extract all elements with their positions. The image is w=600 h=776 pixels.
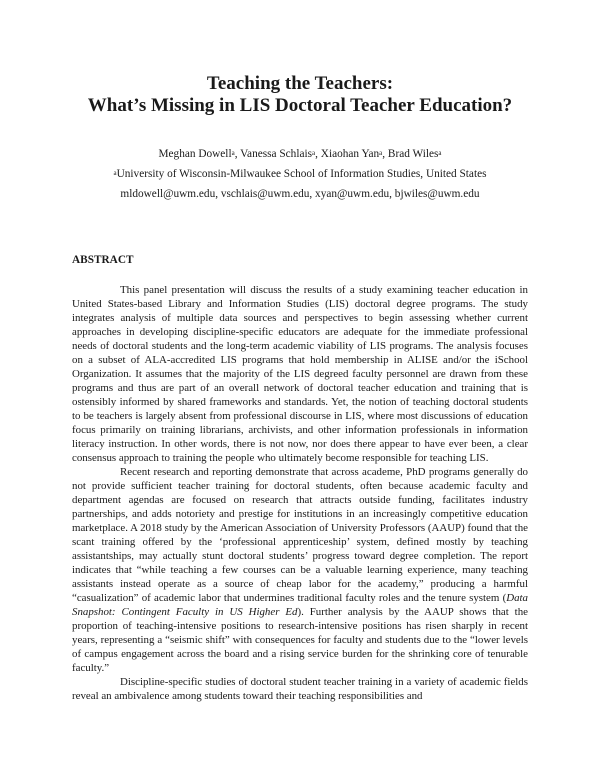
author-list — [0, 147, 600, 161]
citation-title: Data Snapshot: Contingent Faculty in US Higher Ed — [72, 592, 528, 618]
affiliation-mark: a — [231, 149, 235, 157]
title-line-1: Teaching the Teachers: — [206, 73, 394, 94]
separator: , — [315, 148, 321, 160]
separator: , — [382, 148, 388, 160]
author-name: Xiaohan Yan — [320, 148, 380, 160]
affiliation-mark: a — [312, 149, 316, 157]
author — [388, 148, 442, 160]
affiliation-mark: a — [379, 149, 383, 157]
author — [158, 148, 240, 160]
author — [321, 148, 388, 160]
affiliation-mark: a — [113, 169, 117, 177]
author-name: Brad Wiles — [387, 148, 439, 160]
affiliation — [0, 167, 600, 181]
abstract-heading: ABSTRACT — [72, 254, 134, 266]
paragraph-text: Recent research and reporting demonstrate that across academe, PhD programs generally do not provide sufficient teacher training for doctoral students, often because academic faculty and department agendas are focused on research that attracts outside funding, facilitates industry partnerships, and adds notoriety and prestige for institutions in an increasingly competitive education marketplace. A 2018 study by the American Association of University Professors (AAUP) found that the scant training offered by the ‘professional apprenticeship’ system, defined mostly by teaching assistantships, may actually stunt doctoral students’ progress toward degree completion. The report indicates that “while teaching a few courses can be a valuable learning experience, many teaching assistants instead operate as a source of cheap labor for the academy,” producing a harmful “casualization” of academic labor that undermines traditional faculty roles and the tenure system ( — [72, 466, 528, 604]
paper-title — [0, 73, 600, 117]
author-emails: mldowell@uwm.edu, vschlais@uwm.edu, xyan@uwm.edu, bjwiles@uwm.edu — [120, 188, 480, 200]
title-line-2: What’s Missing in LIS Doctoral Teacher Education? — [87, 95, 513, 116]
abstract-body — [72, 283, 528, 703]
affiliation-mark: a — [438, 149, 442, 157]
abstract-paragraph-2 — [72, 465, 528, 675]
paragraph-text: ). Further analysis by the AAUP shows that the proportion of teaching-intensive positions to research-intensive positions has risen sharply in recent years, representing a “seismic shift” with consequences for faculty and students due to the “lower levels of campus engagement across the board and a rising service burden for the shrinking core of tenurable faculty.” — [72, 606, 528, 674]
separator: , — [234, 148, 241, 160]
abstract-paragraph-3: Discipline-specific studies of doctoral student teacher training in a variety of academic fields reveal an ambivalence among students toward their teaching responsibilities and — [72, 676, 528, 702]
affiliation-text: University of Wisconsin-Milwaukee School of Information Studies, United States — [116, 168, 487, 180]
abstract-paragraph-1: This panel presentation will discuss the results of a study examining teacher education in United States-based Library and Information Studies (LIS) doctoral degree programs. The study integrates analysis of multiple data sources and perspectives to begin assessing whether current approaches in developing discipline-specific educators are adequate for the immediate professional needs of doctoral students and the long-term academic viability of LIS programs. The analysis focuses on a subset of ALA-accredited LIS programs that hold membership in ALISE and/or the iSchool Organization. It assumes that the majority of the LIS degreed faculty personnel are drawn from these programs and thus are part of an overall network of doctoral teacher education and training that is ostensibly informed by shared frameworks and standards. Yet, the notion of teaching doctoral students to be teachers is largely absent from professional discourse in LIS, where most discussions of education focus primarily on training librarians, archivists, and other information professionals in information literacy instruction. In other words, there is not now, nor does there appear to have ever been, a clear consensus approach to training the people who ultimately become responsible for teaching LIS. — [72, 284, 528, 464]
author-name: Meghan Dowell — [158, 148, 232, 160]
author-name: Vanessa Schlais — [240, 148, 313, 160]
author — [240, 148, 321, 160]
